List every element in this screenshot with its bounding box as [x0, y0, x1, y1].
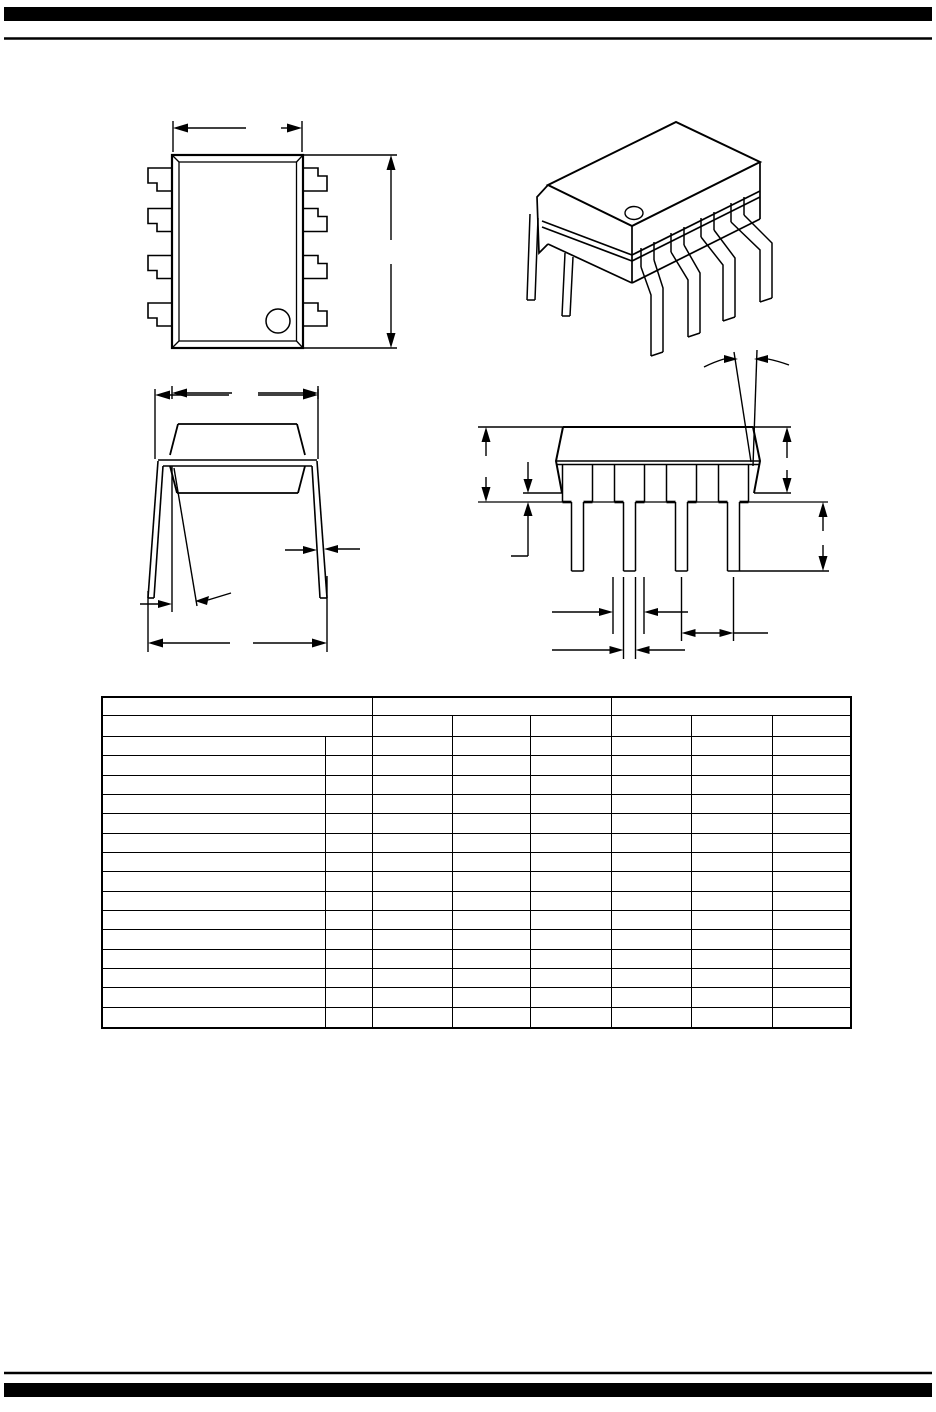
table-value-cell	[773, 795, 850, 814]
draft-angle-dimension	[704, 350, 789, 466]
dimension-arrow	[158, 600, 172, 608]
dimension-arrow	[783, 478, 792, 493]
table-value-cell	[773, 853, 850, 872]
table-value-cell	[692, 737, 773, 756]
pin	[148, 256, 172, 279]
table-row-symbol-cell	[326, 969, 373, 988]
table-row-label-cell	[103, 930, 326, 949]
dimension-arrow	[524, 502, 533, 516]
table-value-cell	[612, 930, 692, 949]
table-value-cell	[773, 737, 850, 756]
table-value-cell	[373, 1008, 453, 1027]
table-row-symbol-cell	[326, 988, 373, 1007]
dimension-arrow	[819, 556, 828, 571]
pin1-indicator-dot	[625, 207, 643, 220]
dimension-arrow	[173, 124, 188, 133]
table-value-cell	[773, 834, 850, 853]
table-row-label-cell	[103, 853, 326, 872]
table-value-cell	[612, 853, 692, 872]
top-rule	[4, 7, 932, 39]
dimension-arrow	[636, 646, 650, 654]
dimension-arrow	[610, 646, 624, 654]
table-value-cell	[692, 776, 773, 795]
table-value-cell	[373, 834, 453, 853]
table-row-label-cell	[103, 892, 326, 911]
table-value-cell	[531, 853, 612, 872]
table-value-cell	[612, 988, 692, 1007]
table-value-cell	[531, 950, 612, 969]
table-value-cell	[612, 814, 692, 833]
body-side-outline	[556, 427, 760, 493]
dimension-arrow	[324, 545, 338, 553]
pin	[148, 168, 172, 191]
table-value-cell	[692, 988, 773, 1007]
table-value-cell	[373, 969, 453, 988]
table-value-cell	[373, 795, 453, 814]
table-value-cell	[692, 892, 773, 911]
table-value-cell	[773, 930, 850, 949]
table-value-cell	[373, 853, 453, 872]
table-row-label-cell	[103, 988, 326, 1007]
table-row-symbol-cell	[326, 814, 373, 833]
table-value-cell	[612, 872, 692, 891]
table-value-cell	[453, 892, 531, 911]
table-value-cell	[773, 776, 850, 795]
table-row-label-cell	[103, 814, 326, 833]
table-row-label-cell	[103, 795, 326, 814]
table-header-limit-cell	[692, 716, 773, 737]
dimension-arrow	[172, 389, 187, 398]
side-view-leads	[563, 465, 749, 572]
dimension-arrow	[599, 608, 613, 616]
table-row-symbol-cell	[326, 930, 373, 949]
table-header-limit-cell	[531, 716, 612, 737]
table-row-symbol-cell	[326, 892, 373, 911]
left-pins	[148, 168, 172, 326]
table-value-cell	[531, 892, 612, 911]
table-row-label-cell	[103, 950, 326, 969]
table-header-limit-cell	[373, 716, 453, 737]
table-row-symbol-cell	[326, 834, 373, 853]
dimension-arrow	[303, 546, 317, 554]
table-value-cell	[773, 911, 850, 930]
package-body-outline	[172, 155, 303, 348]
dimension-arrow	[819, 502, 828, 517]
table-header-group1-cell	[373, 698, 612, 716]
table-value-cell	[453, 853, 531, 872]
table-row-symbol-cell	[326, 853, 373, 872]
table-value-cell	[531, 1008, 612, 1027]
dimension-arrow	[387, 333, 396, 348]
table-row-symbol-cell	[326, 756, 373, 775]
table-value-cell	[453, 988, 531, 1007]
table-row-label-cell	[103, 756, 326, 775]
dimension-arrow	[682, 629, 696, 637]
dimension-arrow	[524, 479, 533, 493]
table-row-label-cell	[103, 911, 326, 930]
pin1-indicator-circle	[266, 309, 290, 333]
dimension-arrow	[644, 608, 658, 616]
table-value-cell	[531, 795, 612, 814]
dimension-arrow	[312, 639, 327, 648]
body-end-outline	[170, 424, 305, 493]
bottom-thick-bar	[4, 1383, 932, 1397]
dimension-arrow	[148, 639, 163, 648]
dimension-arrow	[482, 427, 491, 442]
table-value-cell	[692, 853, 773, 872]
table-row-label-cell	[103, 737, 326, 756]
dimension-arrow	[287, 124, 302, 133]
table-value-cell	[692, 969, 773, 988]
table-row-symbol-cell	[326, 795, 373, 814]
table-row-label-cell	[103, 1008, 326, 1027]
table-value-cell	[612, 756, 692, 775]
pin	[303, 209, 327, 232]
table-header-group2-cell	[612, 698, 850, 716]
table-value-cell	[531, 756, 612, 775]
table-header-limit-cell	[612, 716, 692, 737]
table-value-cell	[773, 969, 850, 988]
table-row-symbol-cell	[326, 1008, 373, 1027]
angle-reference-line	[174, 468, 197, 606]
table-value-cell	[612, 737, 692, 756]
table-row-symbol-cell	[326, 872, 373, 891]
table-value-cell	[453, 950, 531, 969]
table-value-cell	[773, 950, 850, 969]
table-value-cell	[453, 737, 531, 756]
table-value-cell	[773, 988, 850, 1007]
dip8-top-view-figure	[148, 121, 397, 399]
table-value-cell	[373, 892, 453, 911]
bottom-rule	[4, 1373, 932, 1397]
table-value-cell	[531, 930, 612, 949]
table-value-cell	[773, 814, 850, 833]
dimension-arrow	[720, 629, 734, 637]
table-value-cell	[692, 756, 773, 775]
table-row-symbol-cell	[326, 950, 373, 969]
dip8-isometric-figure	[527, 122, 772, 356]
table-header-units-cell	[103, 698, 373, 716]
front-leads	[641, 197, 772, 356]
splayed-leads	[148, 460, 327, 598]
pin	[303, 256, 327, 279]
table-value-cell	[692, 911, 773, 930]
table-value-cell	[531, 988, 612, 1007]
dimension-arrow	[482, 487, 491, 502]
table-value-cell	[773, 1008, 850, 1027]
table-value-cell	[531, 872, 612, 891]
table-value-cell	[373, 911, 453, 930]
table-header-limit-cell	[773, 716, 850, 737]
table-value-cell	[453, 1008, 531, 1027]
table-value-cell	[453, 814, 531, 833]
table-row-symbol-cell	[326, 911, 373, 930]
table-row-label-cell	[103, 872, 326, 891]
dimensions-table	[101, 696, 852, 1029]
table-value-cell	[373, 756, 453, 775]
table-value-cell	[612, 834, 692, 853]
body-top-face	[548, 122, 760, 226]
table-value-cell	[453, 930, 531, 949]
table-value-cell	[453, 795, 531, 814]
table-row-label-cell	[103, 834, 326, 853]
table-value-cell	[612, 776, 692, 795]
table-value-cell	[453, 756, 531, 775]
table-value-cell	[373, 988, 453, 1007]
table-value-cell	[612, 950, 692, 969]
table-value-cell	[612, 911, 692, 930]
table-value-cell	[612, 795, 692, 814]
table-value-cell	[692, 930, 773, 949]
dip8-end-view-figure	[140, 389, 360, 652]
table-value-cell	[531, 814, 612, 833]
table-value-cell	[773, 872, 850, 891]
table-value-cell	[692, 795, 773, 814]
table-value-cell	[692, 814, 773, 833]
table-value-cell	[692, 872, 773, 891]
dimension-arrow	[387, 155, 396, 170]
pin	[148, 209, 172, 232]
table-header-dimension-limits-cell	[103, 716, 373, 737]
table-value-cell	[692, 950, 773, 969]
table-row-symbol-cell	[326, 737, 373, 756]
table-value-cell	[773, 892, 850, 911]
table-value-cell	[531, 737, 612, 756]
table-header-limit-cell	[453, 716, 531, 737]
dimension-arrow	[783, 427, 792, 442]
pin	[148, 303, 172, 326]
table-value-cell	[773, 756, 850, 775]
table-value-cell	[692, 834, 773, 853]
table-value-cell	[612, 969, 692, 988]
table-value-cell	[373, 872, 453, 891]
package-body-inner-outline	[179, 162, 297, 341]
table-value-cell	[612, 1008, 692, 1027]
pin	[303, 303, 327, 326]
table-value-cell	[453, 969, 531, 988]
table-value-cell	[692, 1008, 773, 1027]
table-value-cell	[453, 872, 531, 891]
table-value-cell	[373, 776, 453, 795]
pin	[303, 168, 327, 191]
top-thick-bar	[4, 7, 932, 21]
table-value-cell	[531, 834, 612, 853]
table-value-cell	[531, 969, 612, 988]
right-pins	[303, 168, 327, 326]
table-value-cell	[453, 911, 531, 930]
table-row-symbol-cell	[326, 776, 373, 795]
table-value-cell	[453, 834, 531, 853]
dimension-arrow	[155, 391, 170, 400]
table-row-label-cell	[103, 776, 326, 795]
table-value-cell	[373, 737, 453, 756]
table-value-cell	[531, 911, 612, 930]
table-value-cell	[453, 776, 531, 795]
dip8-side-view-figure	[478, 350, 829, 659]
table-value-cell	[531, 776, 612, 795]
table-value-cell	[612, 892, 692, 911]
table-row-label-cell	[103, 969, 326, 988]
table-value-cell	[373, 814, 453, 833]
table-value-cell	[373, 930, 453, 949]
table-value-cell	[373, 950, 453, 969]
